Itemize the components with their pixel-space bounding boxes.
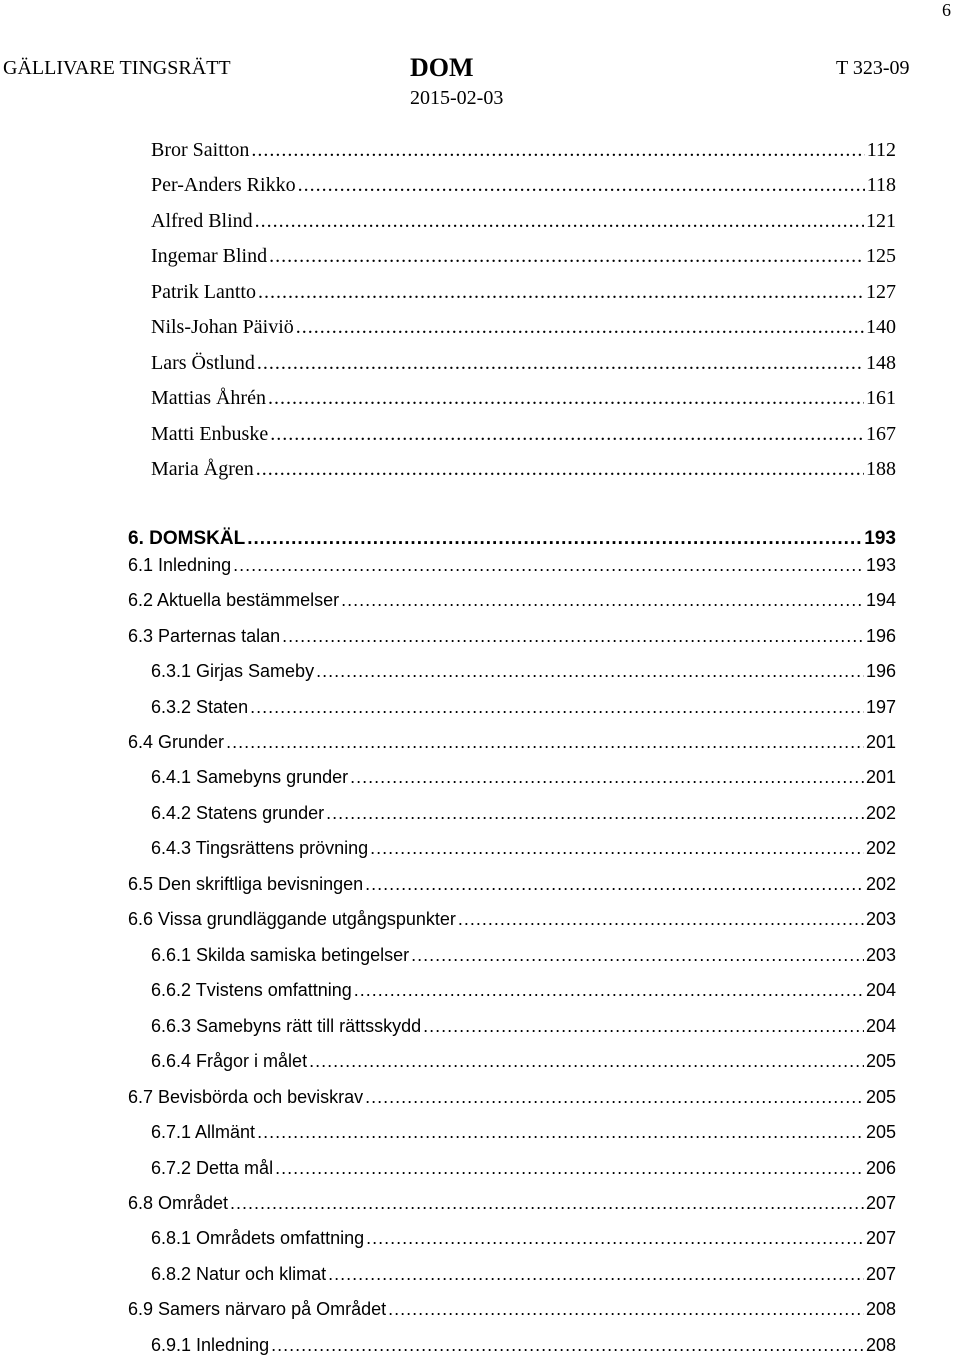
toc-entry-label: Maria Ågren bbox=[151, 458, 254, 480]
toc-entry-label: 6.6.2 Tvistens omfattning bbox=[151, 980, 352, 1000]
toc-entry-label: 6.7.1 Allmänt bbox=[151, 1122, 256, 1142]
toc-entry-page: 202 bbox=[865, 874, 896, 894]
toc-entry-label: Alfred Blind bbox=[151, 210, 253, 232]
toc-entry-page: 125 bbox=[866, 245, 896, 267]
toc-entry-label: 6.4 Grunder bbox=[128, 732, 225, 752]
toc-entry-section[interactable] bbox=[151, 943, 896, 967]
toc-entry-page: 194 bbox=[865, 590, 896, 610]
toc-entry-page: 193 bbox=[864, 528, 896, 549]
toc-entry-page: 121 bbox=[866, 210, 896, 232]
toc-entry-section[interactable] bbox=[151, 765, 896, 789]
toc-entry-label: 6.4.1 Samebyns grunder bbox=[151, 767, 349, 787]
toc-entry-page: 208 bbox=[865, 1299, 896, 1319]
toc-entry-label: 6.7.2 Detta mål bbox=[151, 1158, 274, 1178]
toc-entry-section[interactable] bbox=[151, 1014, 896, 1038]
toc-entry-label: 6.8.2 Natur och klimat bbox=[151, 1264, 327, 1284]
toc-entry-section[interactable] bbox=[151, 978, 896, 1002]
toc-entry-section[interactable] bbox=[151, 1262, 896, 1286]
toc-entry-label: 6.8 Området bbox=[128, 1193, 229, 1213]
dot-leader bbox=[370, 836, 864, 860]
toc-entry-label: 6.1 Inledning bbox=[128, 555, 232, 575]
document-date: 2015-02-03 bbox=[410, 87, 504, 109]
dot-leader bbox=[365, 872, 864, 896]
dot-leader bbox=[309, 1049, 864, 1073]
toc-entry-person[interactable] bbox=[151, 138, 896, 162]
toc-entry-page: 202 bbox=[865, 838, 896, 858]
dot-leader bbox=[296, 315, 864, 339]
dot-leader bbox=[256, 457, 864, 481]
toc-entry-label: 6.9 Samers närvaro på Området bbox=[128, 1299, 387, 1319]
toc-entry-section[interactable] bbox=[128, 1297, 896, 1321]
toc-entry-section[interactable] bbox=[151, 1049, 896, 1073]
dot-leader bbox=[255, 209, 864, 233]
toc-entry-person[interactable] bbox=[151, 351, 896, 375]
toc-entry-person[interactable] bbox=[151, 280, 896, 304]
court-name: GÄLLIVARE TINGSRÄTT bbox=[3, 57, 231, 79]
toc-entry-page: 201 bbox=[865, 732, 896, 752]
toc-entry-label: 6.6.3 Samebyns rätt till rättsskydd bbox=[151, 1016, 422, 1036]
toc-entry-label: 6.5 Den skriftliga bevisningen bbox=[128, 874, 364, 894]
toc-entry-page: 203 bbox=[865, 945, 896, 965]
toc-entry-page: 206 bbox=[865, 1158, 896, 1178]
toc-entry-section[interactable] bbox=[128, 553, 896, 577]
toc-entry-label: Per-Anders Rikko bbox=[151, 174, 296, 196]
toc-entry-section[interactable] bbox=[128, 527, 896, 551]
toc-entry-section[interactable] bbox=[151, 695, 896, 719]
toc-entry-page: 140 bbox=[866, 316, 896, 338]
toc-entry-label: 6.4.2 Statens grunder bbox=[151, 803, 325, 823]
toc-entry-page: 207 bbox=[865, 1193, 896, 1213]
toc-entry-label: Lars Östlund bbox=[151, 352, 255, 374]
toc-entry-section[interactable] bbox=[151, 801, 896, 825]
toc-entry-label: Bror Saitton bbox=[151, 139, 250, 161]
toc-entry-person[interactable] bbox=[151, 422, 896, 446]
toc-entry-person[interactable] bbox=[151, 386, 896, 410]
dot-leader bbox=[350, 765, 864, 789]
dot-leader bbox=[388, 1297, 864, 1321]
toc-entry-section[interactable] bbox=[151, 1226, 896, 1250]
toc-entry-label: Matti Enbuske bbox=[151, 423, 269, 445]
toc-entry-page: 112 bbox=[866, 139, 896, 161]
dot-leader bbox=[268, 386, 864, 410]
toc-entry-label: 6.4.3 Tingsrättens prövning bbox=[151, 838, 369, 858]
dot-leader bbox=[316, 659, 864, 683]
dot-leader bbox=[233, 553, 864, 577]
dot-leader bbox=[250, 695, 864, 719]
dot-leader bbox=[365, 1085, 864, 1109]
toc-entry-person[interactable] bbox=[151, 457, 896, 481]
toc-entry-page: 207 bbox=[865, 1228, 896, 1248]
toc-entry-section[interactable] bbox=[128, 1085, 896, 1109]
document-type: DOM bbox=[410, 53, 474, 82]
toc-entry-page: 204 bbox=[865, 980, 896, 1000]
toc-entry-page: 202 bbox=[865, 803, 896, 823]
toc-entry-label: 6.3.2 Staten bbox=[151, 697, 249, 717]
toc-entry-label: 6. DOMSKÄL bbox=[128, 528, 246, 549]
toc-entry-label: 6.6 Vissa grundläggande utgångspunkter bbox=[128, 909, 456, 929]
dot-leader bbox=[282, 624, 864, 648]
dot-leader bbox=[257, 351, 864, 375]
toc-entry-section[interactable] bbox=[151, 659, 896, 683]
dot-leader bbox=[269, 244, 864, 268]
toc-entry-page: 188 bbox=[866, 458, 896, 480]
toc-entry-person[interactable] bbox=[151, 315, 896, 339]
dot-leader bbox=[298, 173, 865, 197]
dot-leader bbox=[341, 588, 864, 612]
toc-entry-page: 203 bbox=[865, 909, 896, 929]
dot-leader bbox=[257, 1120, 864, 1144]
toc-entry-label: 6.9.1 Inledning bbox=[151, 1335, 270, 1355]
toc-entry-page: 127 bbox=[866, 281, 896, 303]
toc-entry-page: 118 bbox=[866, 174, 896, 196]
toc-entry-page: 193 bbox=[865, 555, 896, 575]
toc-entry-label: Mattias Åhrén bbox=[151, 387, 266, 409]
toc-entry-label: 6.3 Parternas talan bbox=[128, 626, 281, 646]
toc-entry-page: 204 bbox=[865, 1016, 896, 1036]
toc-entry-label: Ingemar Blind bbox=[151, 245, 268, 267]
toc-entry-page: 201 bbox=[865, 767, 896, 787]
toc-entry-label: 6.2 Aktuella bestämmelser bbox=[128, 590, 340, 610]
toc-entry-section[interactable] bbox=[128, 1191, 896, 1215]
toc-entry-section[interactable] bbox=[128, 624, 896, 648]
dot-leader bbox=[226, 730, 864, 754]
toc-entry-person[interactable] bbox=[151, 173, 896, 197]
toc-entry-section[interactable] bbox=[128, 872, 896, 896]
toc-entry-page: 167 bbox=[866, 423, 896, 445]
toc-entry-label: 6.3.1 Girjas Sameby bbox=[151, 661, 315, 681]
toc-entry-section[interactable] bbox=[151, 1120, 896, 1144]
toc-entry-label: 6.6.1 Skilda samiska betingelser bbox=[151, 945, 410, 965]
dot-leader bbox=[230, 1191, 864, 1215]
toc-entry-label: 6.7 Bevisbörda och beviskrav bbox=[128, 1087, 364, 1107]
dot-leader bbox=[271, 1333, 864, 1357]
dot-leader bbox=[270, 422, 864, 446]
dot-leader bbox=[411, 943, 864, 967]
dot-leader bbox=[423, 1014, 864, 1038]
dot-leader bbox=[275, 1156, 864, 1180]
toc-entry-label: 6.6.4 Frågor i målet bbox=[151, 1051, 308, 1071]
dot-leader bbox=[258, 280, 864, 304]
dot-leader bbox=[251, 138, 864, 162]
dot-leader bbox=[247, 527, 862, 551]
toc-entry-page: 205 bbox=[865, 1087, 896, 1107]
toc-entry-person[interactable] bbox=[151, 209, 896, 233]
toc-entry-section[interactable] bbox=[128, 730, 896, 754]
toc-entry-label: Nils-Johan Päiviö bbox=[151, 316, 294, 338]
dot-leader bbox=[328, 1262, 864, 1286]
dot-leader bbox=[458, 907, 864, 931]
page-number: 6 bbox=[942, 0, 951, 20]
toc-entry-page: 205 bbox=[865, 1122, 896, 1142]
toc-entry-section[interactable] bbox=[151, 836, 896, 860]
toc-entry-page: 196 bbox=[865, 661, 896, 681]
toc-entry-page: 208 bbox=[865, 1335, 896, 1355]
toc-entry-page: 205 bbox=[865, 1051, 896, 1071]
dot-leader bbox=[326, 801, 864, 825]
toc-entry-page: 207 bbox=[865, 1264, 896, 1284]
toc-entry-page: 148 bbox=[866, 352, 896, 374]
toc-entry-label: 6.8.1 Områdets omfattning bbox=[151, 1228, 365, 1248]
dot-leader bbox=[354, 978, 864, 1002]
case-number: T 323-09 bbox=[836, 57, 910, 79]
toc-entry-person[interactable] bbox=[151, 244, 896, 268]
toc-entry-page: 161 bbox=[866, 387, 896, 409]
toc-entry-section[interactable] bbox=[151, 1333, 896, 1357]
toc-entry-section[interactable] bbox=[128, 588, 896, 612]
toc-entry-section[interactable] bbox=[151, 1156, 896, 1180]
toc-entry-page: 197 bbox=[865, 697, 896, 717]
toc-entry-label: Patrik Lantto bbox=[151, 281, 256, 303]
dot-leader bbox=[366, 1226, 864, 1250]
toc-entry-section[interactable] bbox=[128, 907, 896, 931]
toc-entry-page: 196 bbox=[865, 626, 896, 646]
